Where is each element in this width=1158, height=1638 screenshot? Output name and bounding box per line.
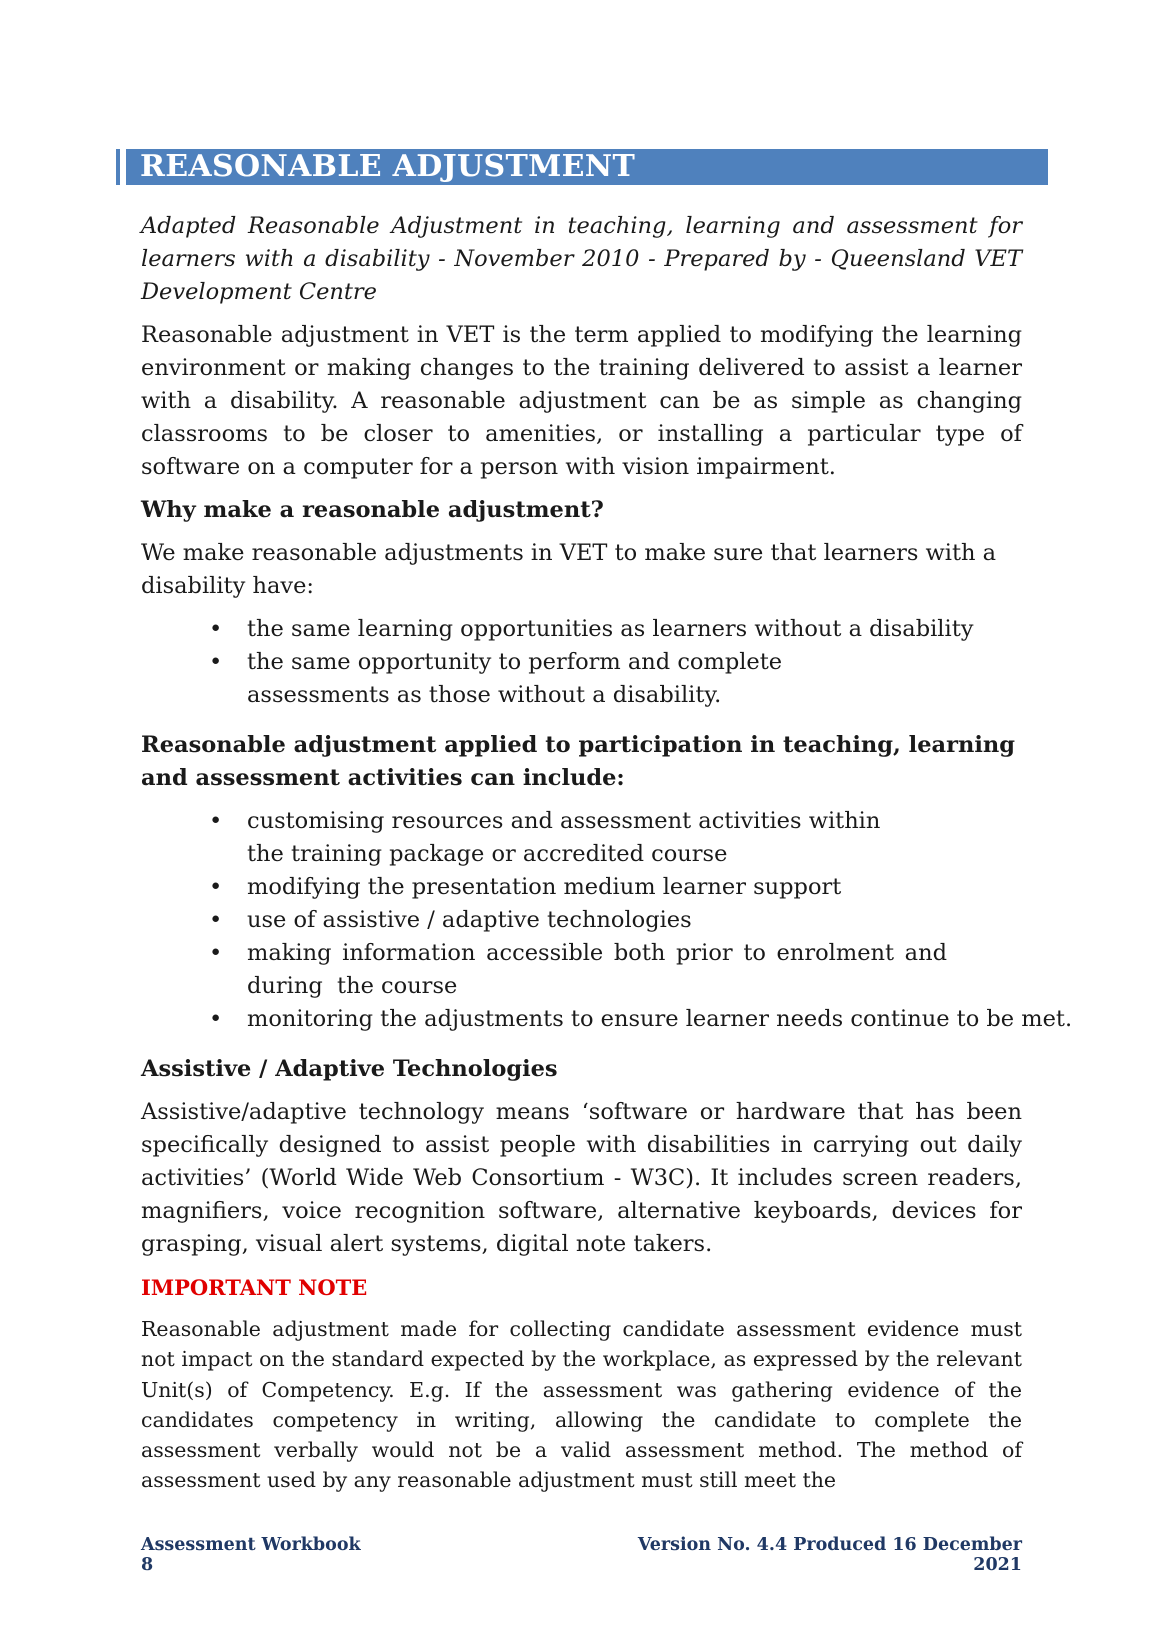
source-citation: Adapted Reasonable Adjustment in teaching, learning and assessment for learners with a disability - November 2010 - Prepared by - Queensland VET Development Centre — [141, 213, 1022, 305]
section-heading-bar — [120, 149, 1048, 185]
section-title: REASONABLE ADJUSTMENT — [140, 149, 636, 184]
footer-left — [141, 1535, 441, 1575]
assistive-heading: Assistive / Adaptive Technologies — [141, 1056, 558, 1082]
page-content — [141, 210, 1073, 1496]
footer-year: 2021 — [973, 1555, 1022, 1575]
definition-paragraph: Reasonable adjustment in VET is the term applied to modifying the learning environment or making changes to the training delivered to assist a learner with a disability. A reasonable adjustment can be as simple as changing classrooms to be closer to amenities, or installing a particular type of software on a computer for a person with vision impairment. — [141, 322, 1022, 480]
assistive-paragraph: Assistive/adaptive technology means ‘software or hardware that has been specifically designed to assist people with disabilities in carrying out daily activities’ (World Wide Web Consortium - W3C). It includes screen readers, magnifiers, voice recognition software, alternative keyboards, devices for grasping, visual alert systems, digital note takers. — [141, 1099, 1022, 1257]
list-item: • making information accessible both prior to enrolment and during the course — [141, 937, 947, 1003]
footer-page-number: 8 — [141, 1555, 154, 1575]
important-note-label: IMPORTANT NOTE — [141, 1275, 368, 1300]
footer-right — [602, 1535, 1022, 1575]
why-heading: Why make a reasonable adjustment? — [141, 497, 604, 523]
why-paragraph: We make reasonable adjustments in VET to make sure that learners with a disability have: — [141, 540, 997, 599]
list-item: • the same learning opportunities as learners without a disability — [141, 613, 1022, 646]
footer-document-title: Assessment Workbook — [141, 1535, 361, 1555]
why-list — [141, 613, 1022, 712]
list-item: • monitoring the adjustments to ensure learner needs continue to be met. — [141, 1003, 1122, 1036]
list-item: • modifying the presentation medium learner support — [141, 871, 1122, 904]
list-item: • customising resources and assessment activities within the training package or accredited course — [141, 805, 887, 871]
participation-list — [141, 805, 1122, 1036]
important-note-paragraph: Reasonable adjustment made for collecting candidate assessment evidence must not impact on the standard expected by the workplace, as expressed by the relevant Unit(s) of Competency. E.g. If the assessment was gathering evidence of the candidates competency in writing, allowing the candidate to complete the assessment verbally would not be a valid assessment method. The method of assessment used by any reasonable adjustment must still meet the — [141, 1317, 1022, 1493]
footer-version: Version No. 4.4 Produced 16 December — [637, 1535, 1022, 1555]
list-item: • use of assistive / adaptive technologies — [141, 904, 1122, 937]
participation-heading: Reasonable adjustment applied to participation in teaching, learning and assessment activities can include: — [141, 732, 1015, 791]
list-item: • the same opportunity to perform and complete assessments as those without a disability. — [141, 646, 887, 712]
